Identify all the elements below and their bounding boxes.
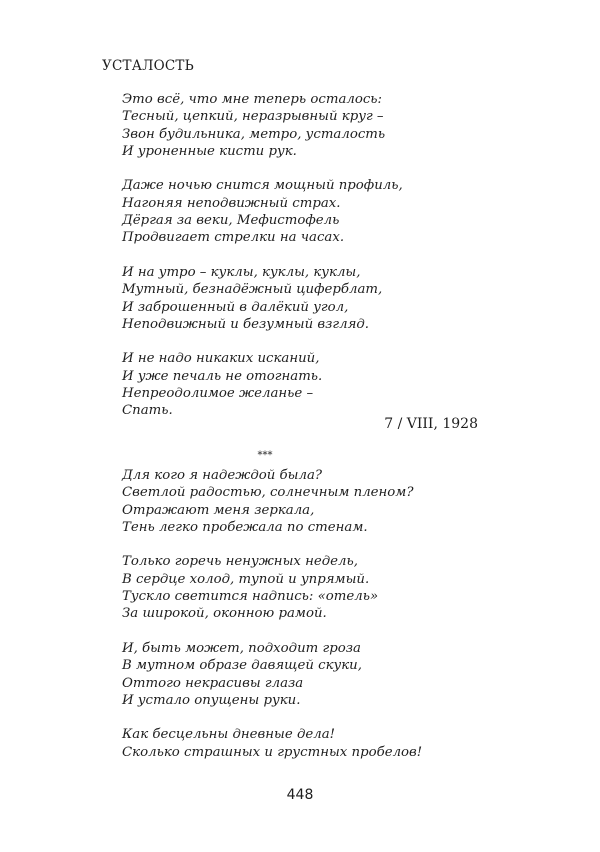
poem-line: В мутном образе давящей скуки, bbox=[122, 658, 362, 674]
poem-line: Только горечь ненужных недель, bbox=[122, 554, 358, 570]
poem-line: Нагоняя неподвижный страх. bbox=[122, 195, 341, 211]
poem-date: 7 / VIII, 1928 bbox=[384, 416, 478, 432]
poem-line: И не надо никаких исканий, bbox=[122, 351, 320, 367]
stanza-gap bbox=[122, 709, 422, 726]
poem-line: И уже печаль не отогнать. bbox=[122, 368, 323, 384]
poem-line: Тускло светится надпись: «отель» bbox=[122, 589, 379, 605]
poem-line: Спать. bbox=[122, 403, 173, 419]
poem-line: Продвигает стрелки на часах. bbox=[122, 230, 345, 246]
page-number: 448 bbox=[286, 787, 314, 803]
poem-line: В сердце холод, тупой и упрямый. bbox=[122, 571, 370, 587]
section-separator: *** bbox=[257, 450, 273, 461]
poem-line: Для кого я надеждой была? bbox=[122, 468, 323, 483]
stanza-gap bbox=[122, 333, 403, 350]
poem-line: Это всё, что мне теперь осталось: bbox=[122, 92, 383, 107]
poem-line: Как бесцельны дневные дела! bbox=[122, 727, 335, 743]
poem-line: И уроненные кисти рук. bbox=[122, 143, 297, 159]
stanza-gap bbox=[122, 536, 422, 553]
poem-line: И заброшенный в далёкий угол, bbox=[122, 299, 349, 315]
poem-line: Оттого некрасивы глаза bbox=[122, 675, 304, 691]
poem-line: Тень легко пробежала по стенам. bbox=[122, 519, 368, 535]
poem-line: Тесный, цепкий, неразрывный круг – bbox=[122, 109, 384, 125]
poem-2 bbox=[122, 467, 422, 761]
poem-line: Отражают меня зеркала, bbox=[122, 502, 315, 518]
poem-line: Дёргая за веки, Мефистофель bbox=[122, 213, 340, 229]
stanza-gap bbox=[122, 247, 403, 264]
poem-title: УСТАЛОСТЬ bbox=[102, 58, 194, 74]
poem-line: И, быть может, подходит гроза bbox=[122, 640, 361, 656]
poem-line: Даже ночью снится мощный профиль, bbox=[122, 178, 403, 194]
poem-line: И устало опущены руки. bbox=[122, 692, 301, 708]
poem-line: Сколько страшных и грустных пробелов! bbox=[122, 744, 423, 760]
stanza-gap bbox=[122, 623, 422, 640]
poem-1 bbox=[122, 91, 403, 420]
poem-line: Непреодолимое желанье – bbox=[122, 386, 314, 402]
poem-line: И на утро – куклы, куклы, куклы, bbox=[122, 264, 361, 280]
poem-line: Звон будильника, метро, усталость bbox=[122, 126, 386, 142]
stanza-gap bbox=[122, 160, 403, 177]
poem-line: Неподвижный и безумный взгляд. bbox=[122, 316, 370, 332]
poem-line: Мутный, безнадёжный циферблат, bbox=[122, 282, 383, 298]
poem-line: За широкой, оконною рамой. bbox=[122, 606, 327, 622]
poem-line: Светлой радостью, солнечным пленом? bbox=[122, 485, 414, 501]
